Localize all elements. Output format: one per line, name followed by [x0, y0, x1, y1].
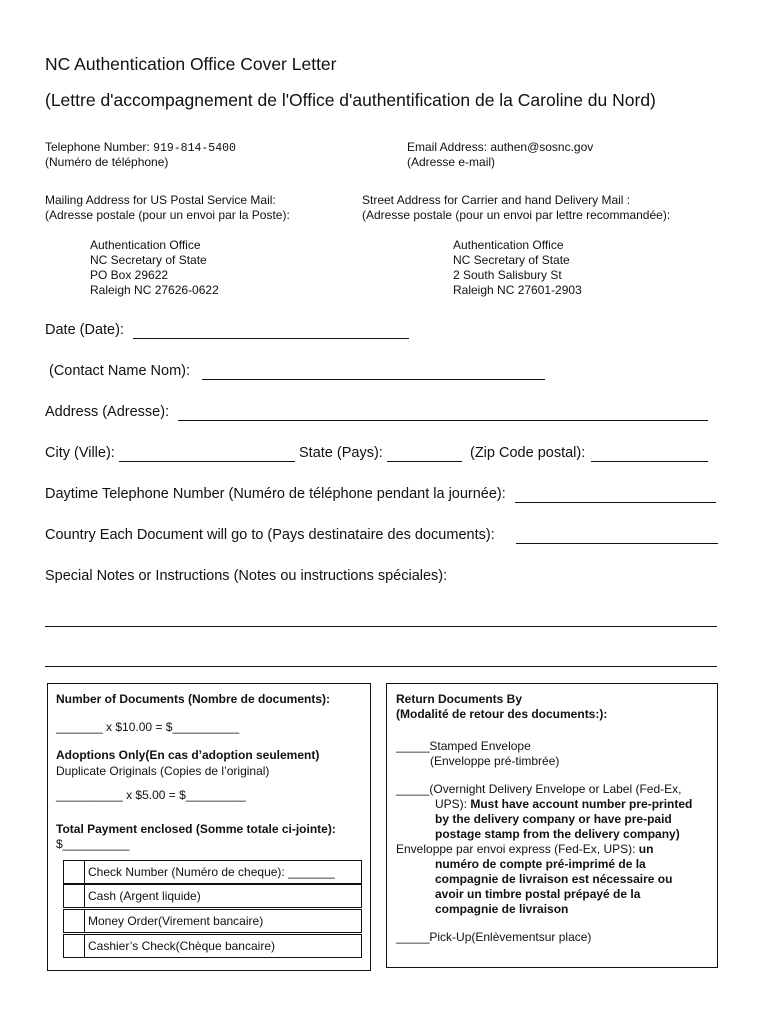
overnight-line-2 — [435, 797, 692, 812]
payment-option-cash[interactable] — [63, 884, 362, 908]
payment-box — [47, 683, 371, 971]
date-field[interactable] — [133, 338, 409, 339]
page-subtitle: (Lettre d'accompagnement de l'Office d'authentification de la Caroline du Nord) — [45, 90, 656, 110]
phone-field-label: Daytime Telephone Number (Numéro de téléphone pendant la journée): — [45, 486, 506, 502]
email-label: Email Address: authen@sosnc.gov — [407, 140, 594, 154]
return-heading-fr: (Modalité de retour des documents:): — [396, 707, 608, 721]
total-heading: Total Payment enclosed (Somme totale ci-jointe): — [56, 822, 336, 836]
notes-field-line-1[interactable] — [45, 626, 717, 627]
overnight-ups: UPS): — [435, 797, 471, 811]
pickup-option[interactable]: _____Pick-Up(Enlèvementsur place) — [396, 930, 592, 944]
checkbox[interactable] — [64, 910, 85, 932]
email-label-fr: (Adresse e-mail) — [407, 155, 496, 169]
express-fr-line-4: avoir un timbre postal prépayé de la — [435, 887, 641, 901]
address-line: 2 South Salisbury St — [453, 268, 562, 282]
daytime-phone-field[interactable] — [515, 502, 716, 503]
zip-field[interactable] — [591, 461, 708, 462]
country-label: Country Each Document will go to (Pays destinataire des documents): — [45, 527, 495, 543]
state-label: State (Pays): — [299, 445, 383, 461]
address-line: NC Secretary of State — [90, 253, 207, 267]
adoptions-heading: Adoptions Only(En cas d’adoption seulement) — [56, 748, 320, 762]
notes-label: Special Notes or Instructions (Notes ou instructions spéciales): — [45, 568, 448, 584]
express-fr-label: Enveloppe par envoi express (Fed-Ex, UPS): — [396, 842, 639, 856]
city-label: City (Ville): — [45, 445, 115, 461]
express-fr-line-3: compagnie de livraison est nécessaire ou — [435, 872, 673, 886]
checkbox[interactable] — [64, 861, 85, 883]
checkbox[interactable] — [64, 935, 85, 957]
phone-label: Telephone Number: — [45, 140, 150, 154]
contact-name-label: (Contact Name Nom): — [49, 363, 191, 379]
stamped-envelope-option[interactable]: _____Stamped Envelope — [396, 739, 531, 753]
address-line: Raleigh NC 27601-2903 — [453, 283, 582, 297]
total-line[interactable]: $__________ — [56, 837, 130, 851]
contact-name-field[interactable] — [202, 379, 545, 380]
country-field[interactable] — [516, 543, 718, 544]
address-line: PO Box 29622 — [90, 268, 169, 282]
fee-line[interactable]: _______ x $10.00 = $__________ — [56, 720, 240, 734]
street-address — [453, 238, 582, 298]
express-fr-un: un — [638, 842, 654, 856]
mailing-label-fr: (Adresse postale (pour un envoi par la Poste): — [45, 208, 290, 222]
address-line: NC Secretary of State — [453, 253, 570, 267]
address-label: Address (Adresse): — [45, 404, 170, 420]
address-line: Authentication Office — [90, 238, 201, 252]
overnight-requirement: Must have account number pre-printed — [470, 797, 693, 811]
payment-option-cashiers-check[interactable] — [63, 934, 362, 958]
mailing-label: Mailing Address for US Postal Service Mail: — [45, 193, 276, 207]
date-label: Date (Date): — [45, 322, 124, 338]
phone-value: 919-814-5400 — [153, 142, 236, 155]
address-line: Raleigh NC 27626-0622 — [90, 283, 219, 297]
payment-option-check[interactable] — [63, 860, 362, 884]
overnight-line-4: postage stamp from the delivery company) — [435, 827, 680, 841]
payment-option-label: Check Number (Numéro de cheque): _______ — [88, 865, 335, 879]
phone-info — [45, 140, 236, 156]
return-heading: Return Documents By — [396, 692, 523, 706]
state-field[interactable] — [387, 461, 462, 462]
payment-option-label: Cashier’s Check(Chèque bancaire) — [88, 939, 275, 953]
phone-label-fr: (Numéro de téléphone) — [45, 155, 169, 169]
documents-heading: Number of Documents (Nombre de documents): — [56, 692, 331, 706]
address-line: Authentication Office — [453, 238, 564, 252]
street-label: Street Address for Carrier and hand Delivery Mail : — [362, 193, 631, 207]
payment-option-label: Money Order(Virement bancaire) — [88, 914, 264, 928]
payment-option-money-order[interactable] — [63, 909, 362, 933]
street-label-fr: (Adresse postale (pour un envoi par lettre recommandée): — [362, 208, 671, 222]
express-fr-line-1 — [396, 842, 653, 857]
payment-option-label: Cash (Argent liquide) — [88, 889, 201, 903]
mailing-address — [90, 238, 219, 298]
checkbox[interactable] — [64, 885, 85, 907]
express-fr-line-5: compagnie de livraison — [435, 902, 569, 916]
duplicates-label: Duplicate Originals (Copies de l’original) — [56, 764, 270, 778]
stamped-envelope-fr: (Enveloppe pré-timbrée) — [430, 754, 560, 768]
page-title: NC Authentication Office Cover Letter — [45, 54, 337, 74]
notes-field-line-2[interactable] — [45, 666, 717, 667]
overnight-line-3: by the delivery company or have pre-paid — [435, 812, 672, 826]
zip-label: (Zip Code postal): — [470, 445, 586, 461]
return-box — [386, 683, 718, 968]
dup-fee-line[interactable]: __________ x $5.00 = $_________ — [56, 788, 246, 802]
address-field[interactable] — [178, 420, 708, 421]
express-fr-line-2: numéro de compte pré-imprimé de la — [435, 857, 646, 871]
overnight-option[interactable]: _____(Overnight Delivery Envelope or Label (Fed-Ex, — [396, 782, 682, 796]
city-field[interactable] — [119, 461, 295, 462]
